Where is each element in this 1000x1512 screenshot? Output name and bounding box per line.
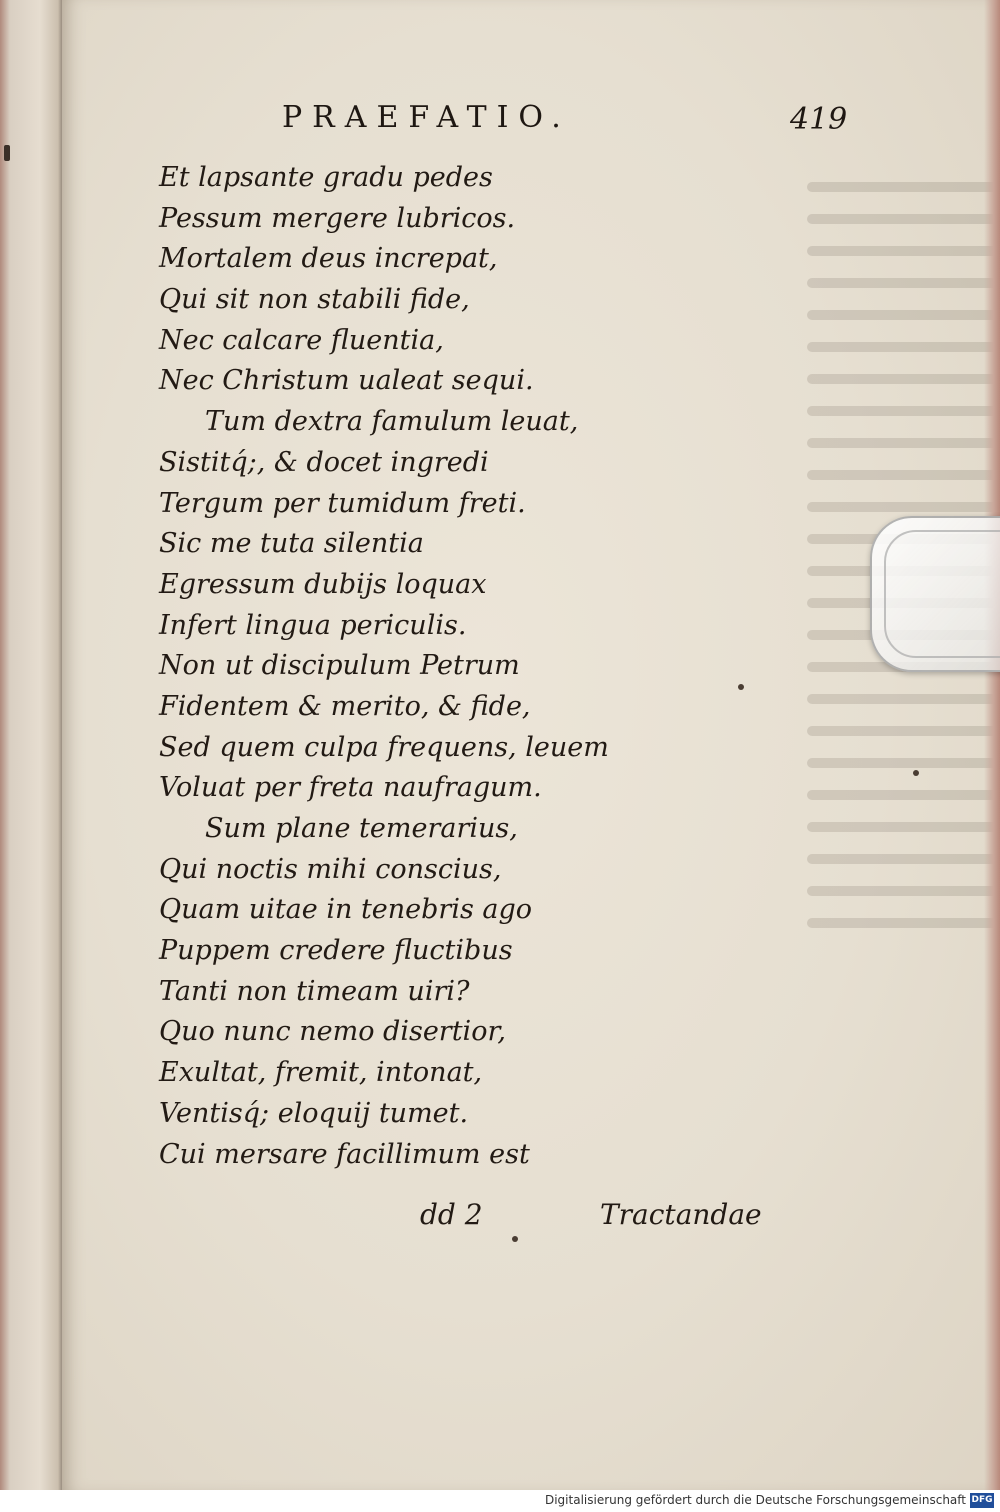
running-head: PRAEFATIO. xyxy=(282,100,571,135)
verse-line: Fidentem & merito, & fide, xyxy=(159,690,531,722)
credit-bar xyxy=(0,1490,1000,1512)
verse-line: Quo nunc nemo disertior, xyxy=(159,1016,506,1048)
page-number: 419 xyxy=(790,102,848,137)
verse-block xyxy=(159,158,719,1175)
ink-speck xyxy=(738,684,744,690)
verse-line: Tum dextra famulum leuat, xyxy=(205,406,579,438)
bleed-through-text xyxy=(807,160,1000,1260)
page-clip xyxy=(870,516,1000,672)
verse-line: Pessum mergere lubricos. xyxy=(159,202,516,234)
verse-line: Sic me tuta silentia xyxy=(159,528,424,560)
verse-line: Qui sit non stabili fide, xyxy=(159,284,470,316)
verse-line: Infert lingua periculis. xyxy=(159,609,467,641)
verse-line: Ventisq́; eloquij tumet. xyxy=(159,1097,469,1129)
page-header xyxy=(62,100,1000,150)
verse-line: Nec Christum ualeat sequi. xyxy=(159,365,534,397)
verse-line: Sistitq́;, & docet ingredi xyxy=(159,446,489,478)
verse-line: Et lapsante gradu pedes xyxy=(159,162,493,193)
verse-line: Exultat, fremit, intonat, xyxy=(159,1057,483,1089)
ink-speck xyxy=(4,145,10,161)
dfg-logo-icon: DFG xyxy=(970,1493,994,1508)
verse-line: Qui noctis mihi conscius, xyxy=(159,853,502,885)
book-page xyxy=(62,0,1000,1490)
signature-mark: dd 2 xyxy=(420,1198,483,1231)
verse-line: Mortalem deus increpat, xyxy=(159,243,498,275)
verse-line: Non ut discipulum Petrum xyxy=(159,650,520,682)
ink-speck xyxy=(512,1236,518,1242)
verse-line: Sum plane temerarius, xyxy=(205,813,518,844)
page-fore-edge xyxy=(984,0,1000,1490)
verse-line: Nec calcare fluentia, xyxy=(159,324,444,356)
verse-line: Puppem credere fluctibus xyxy=(159,935,513,967)
verse-line: Sed quem culpa frequens, leuem xyxy=(159,731,609,763)
ink-speck xyxy=(913,770,919,776)
catchword: Tractandae xyxy=(600,1198,762,1231)
page-footer xyxy=(62,1194,1000,1238)
verse-line: Tergum per tumidum freti. xyxy=(159,487,526,519)
verse-line: Tanti non timeam uiri? xyxy=(159,975,470,1007)
verse-line: Egressum dubijs loquax xyxy=(159,568,487,600)
left-page-edge xyxy=(0,0,62,1490)
verse-line: Voluat per freta naufragum. xyxy=(159,772,542,804)
verse-line: Cui mersare facillimum est xyxy=(159,1138,530,1170)
verse-line: Quam uitae in tenebris ago xyxy=(159,894,533,926)
credit-text: Digitalisierung gefördert durch die Deutsche Forschungsgemeinschaft xyxy=(544,1493,966,1507)
